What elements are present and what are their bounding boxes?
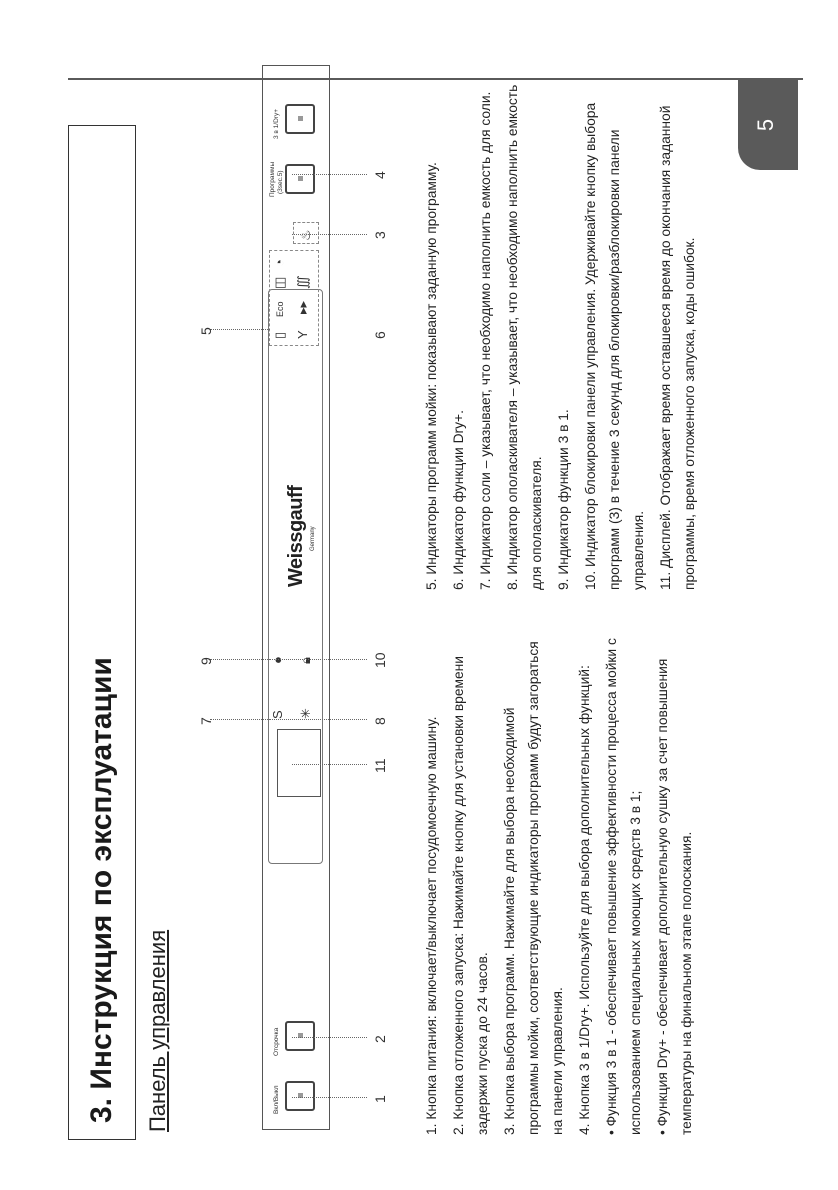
desc-item-9: 9. Индикатор функции 3 в 1.: [556, 409, 571, 590]
desc-item-5: 5. Индикаторы программ мойки: показывают заданную программу.: [424, 162, 439, 590]
callout-line-8: [270, 719, 367, 720]
three-in-one-indicator-icon: ●: [270, 656, 285, 664]
brand-sub: Germany: [310, 526, 316, 551]
power-button[interactable]: [285, 1081, 315, 1111]
delay-button-label: Отсрочка: [273, 1027, 280, 1056]
page-edge-rule: [68, 78, 803, 80]
callout-line-2: [292, 1037, 367, 1038]
auto-program-icon: ◫: [272, 276, 287, 289]
dry-plus-button[interactable]: [285, 104, 315, 134]
power-button-label: Вкл/Выкл: [273, 1085, 280, 1114]
right-description-column: [420, 80, 705, 590]
callout-2: 2: [372, 1035, 388, 1043]
desc-item-3: 3. Кнопка выбора программ. Нажимайте для выбора необходимой программы мойки, соответствующие индикаторы программ будут загораться на панели управления.: [502, 641, 565, 1135]
glass-program-icon: Y: [295, 330, 310, 339]
program-button-sublabel: (3sec.5): [277, 170, 284, 194]
salt-indicator-icon: S: [270, 710, 285, 719]
callout-1: 1: [372, 1095, 388, 1103]
lock-indicator-icon: 🔒︎: [298, 657, 313, 664]
callout-7: 7: [198, 717, 214, 725]
page-number: 5: [738, 80, 798, 170]
desc-item-10: 10. Индикатор блокировки панели управления. Удерживайте кнопку выбора программ (3) в течение 3 секунд для блокировки/разблокировки панели управления.: [583, 102, 646, 590]
callout-8: 8: [372, 717, 388, 725]
desc-item-4b: • Функция Dry+ - обеспечивает дополнительную сушку за счет повышения температуры на финальном этапе полоскания.: [655, 658, 694, 1135]
callout-3: 3: [372, 231, 388, 239]
rinse-program-icon: ∭: [295, 275, 310, 289]
eco-program-label: Eco: [275, 301, 285, 317]
callout-line-10: [270, 659, 367, 660]
delay-button[interactable]: [285, 1021, 315, 1051]
callout-9: 9: [198, 657, 214, 665]
callout-line-4: [292, 174, 367, 175]
rinse-aid-indicator-icon: ✳: [298, 708, 313, 719]
quick-program-icon: ▸▸: [295, 300, 310, 314]
left-description-column: [420, 635, 702, 1135]
brand-logo: Weissgauff: [285, 485, 307, 587]
desc-item-8: 8. Индикатор ополаскивателя – указывает, что необходимо наполнить емкость для ополаскивателя.: [505, 84, 544, 590]
desc-item-6: 6. Индикатор функции Dry+.: [451, 410, 466, 590]
desc-item-4: 4. Кнопка 3 в 1/Dry+. Используйте для выбора дополнительных функций:: [577, 665, 592, 1135]
callout-11: 11: [372, 758, 388, 773]
callout-line-7: [210, 719, 270, 720]
callout-line-6: [292, 234, 367, 235]
dry-button-label: 3 в 1/Dry+: [273, 108, 280, 139]
desc-item-1: 1. Кнопка питания: включает/выключает посудомоечную машину.: [424, 716, 439, 1135]
callout-line-5: [210, 329, 270, 330]
callout-5: 5: [198, 327, 214, 335]
desc-item-7: 7. Индикатор соли – указывает, что необходимо наполнить емкость для соли.: [478, 91, 493, 590]
callout-line-9: [210, 659, 270, 660]
callout-line-11: [292, 764, 367, 765]
callout-10: 10: [372, 652, 388, 668]
desc-item-11: 11. Дисплей. Отображает время оставшееся время до окончания заданной программы, время отложенного запуска, коды ошибок.: [658, 105, 697, 590]
desc-item-2: 2. Кнопка отложенного запуска: Нажимайте кнопку для установки времени задержки пуска до 24 часов.: [451, 655, 490, 1135]
dry-plus-indicator-icon: ♨: [298, 229, 313, 241]
section-subtitle: Панель управления: [145, 929, 170, 1132]
desc-item-4a: • Функция 3 в 1 - обеспечивает повышение эффективности процесса мойки с использованием специальных моющих средств 3 в 1;: [604, 638, 643, 1135]
control-panel-diagram: [262, 65, 330, 1130]
pre-wash-program-icon: ◔: [272, 259, 287, 267]
program-button[interactable]: [285, 164, 315, 194]
program-button-label: Программы: [269, 161, 276, 197]
callout-6: 6: [372, 331, 388, 339]
callout-line-1: [292, 1097, 367, 1098]
intensive-program-icon: ▯: [272, 331, 287, 339]
chapter-title: 3. Инструкция по эксплуатации: [68, 125, 136, 1140]
display-screen: [277, 729, 321, 797]
callout-4: 4: [372, 171, 388, 179]
